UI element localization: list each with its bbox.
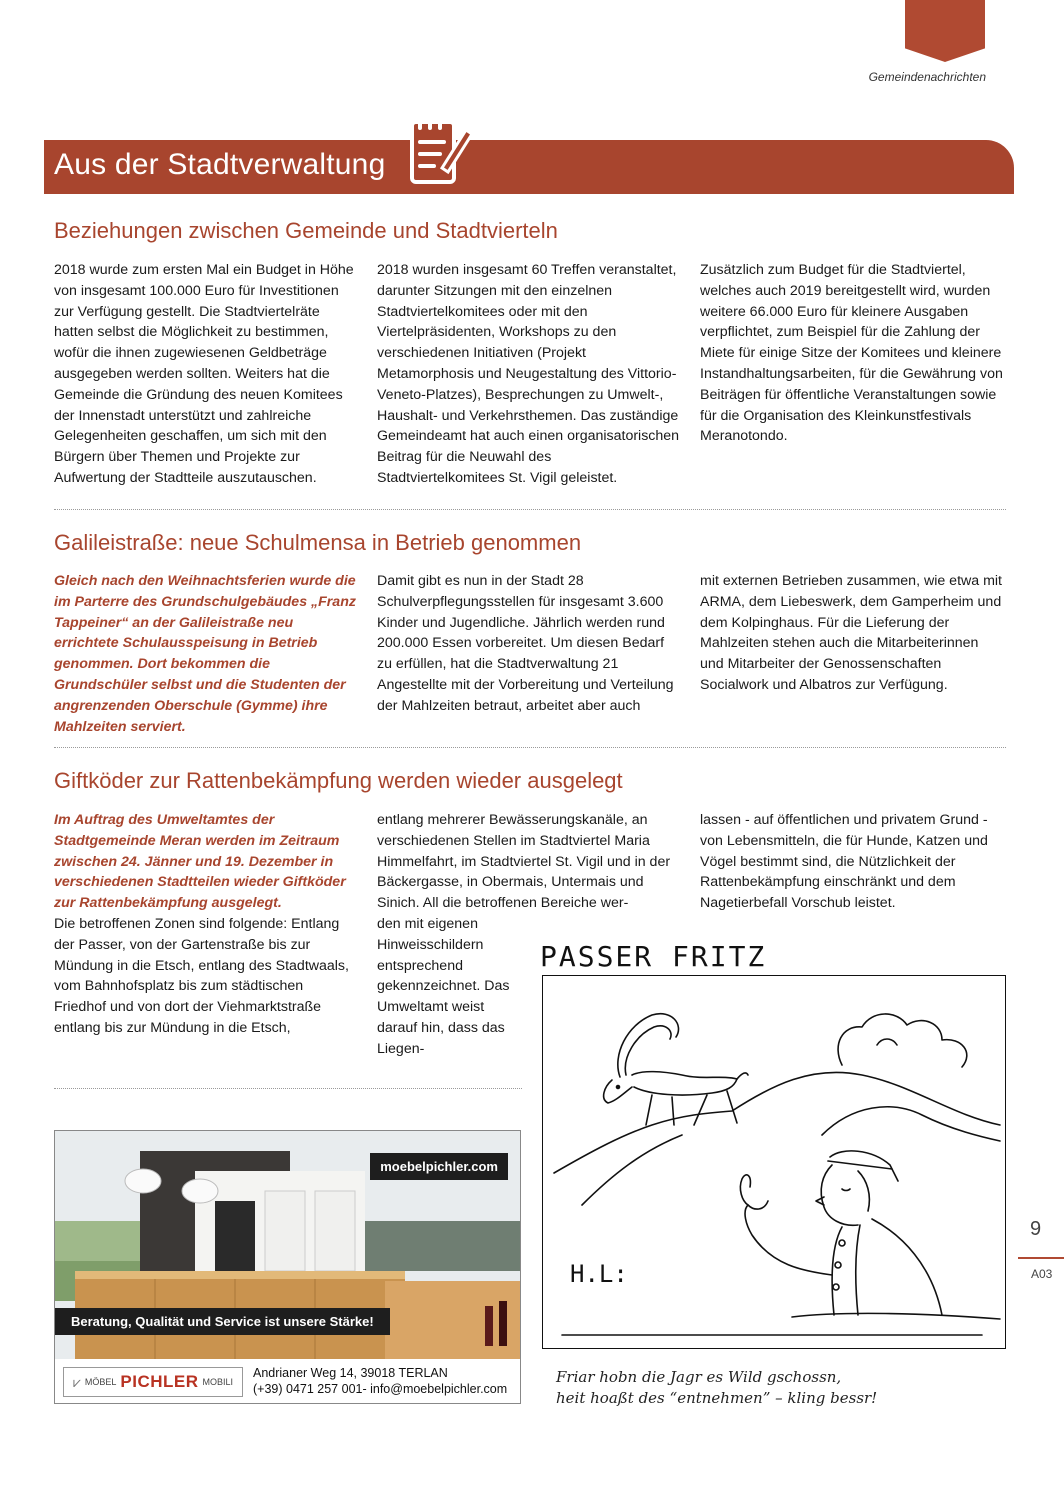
article-title-schulmensa: Galileistraße: neue Schulmensa in Betrieb genommen — [54, 530, 582, 555]
ad-slogan: Beratung, Qualität und Service ist unsere Stärke! — [55, 1308, 390, 1335]
kitchen-photo — [55, 1131, 520, 1359]
advertisement[interactable] — [54, 1130, 521, 1404]
cartoon-caption-line-2: heit hoaßt des “entnehmen” – kling bessr! — [556, 1389, 878, 1407]
ad-address — [253, 1365, 507, 1397]
ad-address-line-1: Andrianer Weg 14, 39018 TERLAN — [253, 1366, 448, 1380]
ad-address-line-2: (+39) 0471 257 001- info@moebelpichler.com — [253, 1382, 508, 1396]
article-divider — [54, 747, 1006, 748]
section-label: Gemeindenachrichten — [868, 70, 986, 84]
article-2-column-1: Damit gibt es nun in der Stadt 28 Schulverpflegungsstellen für insgesamt 3.600 Kinder und Jugendliche. Jährlich werden rund 200.000 Essen vorbereitet. Um diesen Bedarf zu erfüllen, hat die Stadtverwaltung 21 Angestellte mit der Vorbereitung und Verteilung der Mahlzeiten betraut, arbeitet aber auch — [377, 573, 674, 714]
article-1-column-1: 2018 wurde zum ersten Mal ein Budget in Höhe von insgesamt 100.000 Euro für Investitionen zur Verfügung gestellt. Die Stadtviertelräte hatten selbst die Möglichkeit zu bestimmen, wofür die ihnen zugewiesenen Geldbeträge ausgegeben werden sollten. Weiters hat die Gemeinde die Gründung des neuen Komitees der Innenstadt unterstützt und zahlreiche Gelegenheiten geschaffen, um sich mit den Bürgern über Themen und Projekte zur Aufwertung der Stadtteile auszutauschen. — [54, 262, 354, 486]
article-divider — [54, 1088, 522, 1089]
notepad-icon — [402, 108, 474, 188]
cartoon-signature: H.L: — [570, 1260, 628, 1288]
cartoon-caption — [556, 1367, 877, 1409]
banner-title: Aus der Stadtverwaltung — [54, 148, 386, 181]
article-divider — [54, 509, 1006, 510]
page-code: A03 — [1031, 1267, 1053, 1281]
ad-footer — [55, 1359, 520, 1404]
article-3-column-2: entlang mehrerer Bewässerungskanäle, an verschiedenen Stellen im Stadtviertel Maria Himmelfahrt, im Stadtviertel St. Vigil und in der Bäckergasse, in Obermais, Untermais und Sinich. All die betroffenen Bereiche wer- — [377, 812, 671, 912]
article-2-column-2: mit externen Betrieben zusammen, wie etwa mit ARMA, dem Liebeswerk, dem Gamperheim und dem Kolpinghaus. Für die Lieferung der Mahlzeiten stehen auch die Mitarbeiterinnen und Mitarbeiter der Genossenschaften Socialwork und Albatros zur Verfügung. — [700, 573, 1003, 693]
cartoon-title: PASSER FRITZ — [540, 940, 767, 973]
logo-mark-icon: ⩗ — [72, 1373, 81, 1390]
ad-url[interactable]: moebelpichler.com — [370, 1153, 508, 1180]
cartoon-caption-line-1: Friar hobn die Jagr es Wild gschossn, — [556, 1368, 842, 1386]
article-title-stadtviertel: Beziehungen zwischen Gemeinde und Stadtvierteln — [54, 218, 558, 243]
logo-right-text: MOBILI — [202, 1377, 234, 1387]
logo-brand-text: PICHLER — [120, 1372, 199, 1391]
article-1-column-3: Zusätzlich zum Budget für die Stadtviertel, welches auch 2019 bereitgestellt wird, wurden weitere 66.000 Euro für kleinere Ausgaben verpflichtet, zum Beispiel für die Zahlung der Miete für einige Sitze der Komitees und kleinere Instandhaltungsarbeiten, für die Gewährung von Beiträgen für öffentliche Veranstaltungen sowie für die Organisation des Kleinkunstfestivals Meranotondo. — [700, 262, 1003, 445]
article-title-giftkoeder: Giftköder zur Rattenbekämpfung werden wieder ausgelegt — [54, 768, 623, 793]
logo-left-text: MÖBEL — [84, 1377, 117, 1387]
page-number: 9 — [1030, 1218, 1042, 1240]
article-3-column-2-wrap: den mit eigenen Hinweisschildern entsprechend gekennzeichnet. Das Umweltamt weist darauf hin, dass das Liegen- — [377, 916, 510, 1057]
cartoon-drawing — [542, 975, 1006, 1349]
article-3-column-3: lassen - auf öffentlichen und privatem Grund - von Lebensmitteln, die für Hunde, Katzen und Vögel bestimmt sind, die Nützlichkeit der Rattenbekämpfung einschränkt und dem Nagetierbefall Vorschub leistet. — [700, 812, 988, 912]
article-3-column-1: Die betroffenen Zonen sind folgende: Entlang der Passer, von der Gartenstraße bis zur Mündung in die Etsch, entlang des Stadtwaals, vom Bahnhofsplatz bis zum städtischen Friedhof und von dort der Viehmarktstraße entlang bis zur Mündung in die Etsch, — [54, 916, 349, 1036]
corner-tab — [905, 0, 985, 62]
article-1-column-2: 2018 wurden insgesamt 60 Treffen veranstaltet, darunter Sitzungen mit den einzelnen Stadtviertelkomitees oder mit den Viertelpräsidenten, Workshops zu den verschiedenen Initiativen (Projekt Metamorphosis und Neugestaltung des Vittorio-Veneto-Platzes), Besprechungen zu Umwelt-, Haushalt- und Verkehrsthemen. Das zuständige Gemeindeamt hat auch einen organisatorischen Beitrag für die Neuwahl des Stadtviertelkomitees St. Vigil geleistet. — [377, 262, 680, 486]
article-2-lead: Gleich nach den Weihnachtsferien wurde die im Parterre des Grundschulgebäudes „Franz Tappeiner“ an der Galileistraße neu errichtete Schulausspeisung in Betrieb genommen. Dort bekommen die Grundschüler selbst und die Studenten der angrenzenden Oberschule (Gymme) ihre Mahlzeiten serviert. — [54, 573, 356, 735]
article-3-lead: Im Auftrag des Umweltamtes der Stadtgemeinde Meran werden im Zeitraum zwischen 24. Jänner und 19. Dezember in verschiedenen Stadtteilen wieder Giftköder zur Rattenbekämpfung ausgelegt. — [54, 812, 346, 912]
page-number-rule — [1018, 1257, 1064, 1259]
pichler-logo — [63, 1367, 243, 1397]
